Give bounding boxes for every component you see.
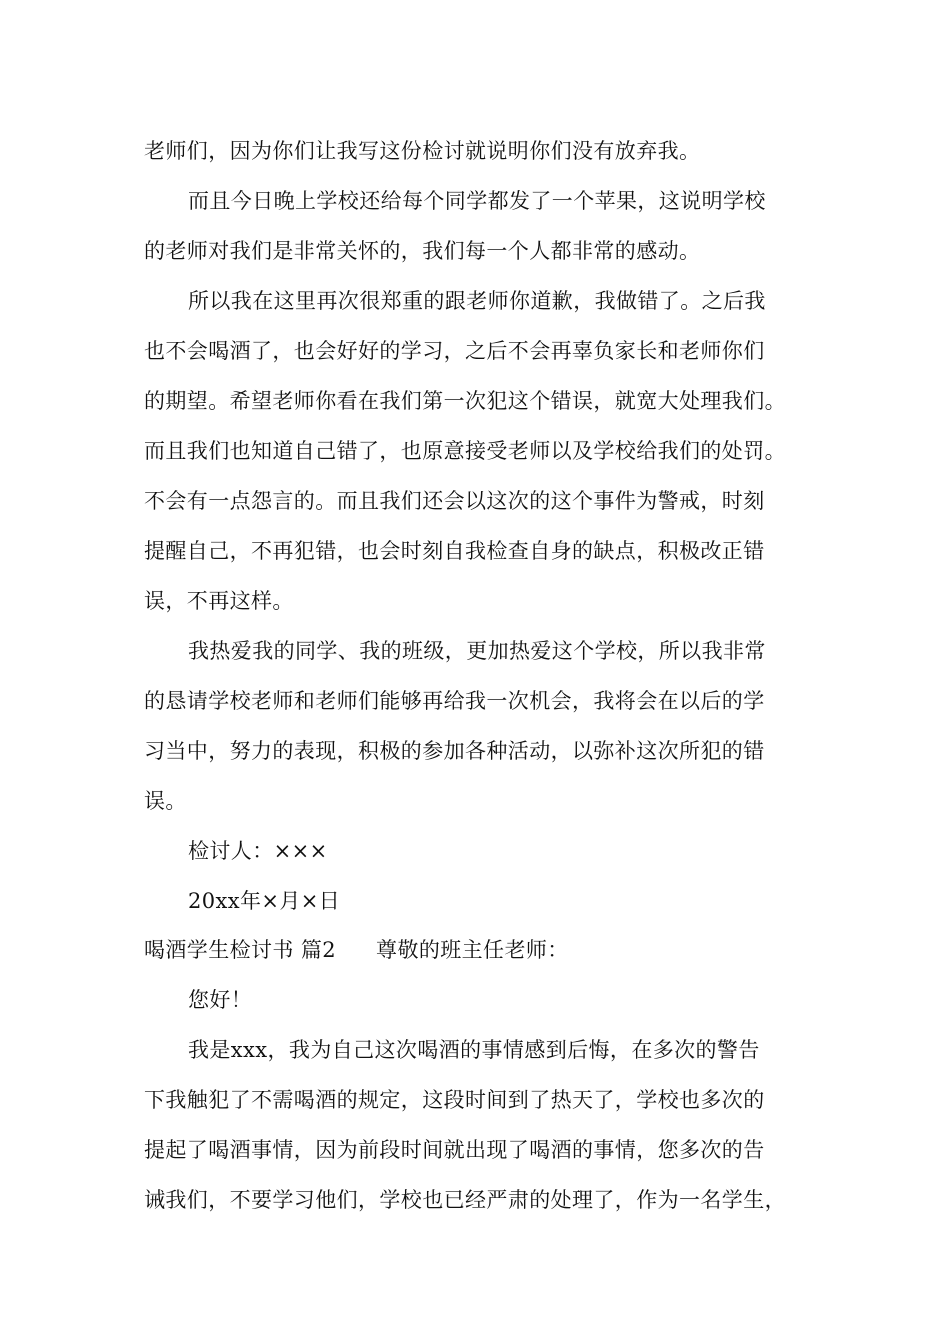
paragraph-first-line: 所以我在这里再次很郑重的跟老师你道歉，我做错了。之后我 — [188, 289, 766, 313]
body-line: 的期望。希望老师你看在我们第一次犯这个错误，就宽大处理我们。 — [144, 389, 786, 413]
body-line: 提起了喝酒事情，因为前段时间就出现了喝酒的事情，您多次的告 — [144, 1138, 765, 1162]
section-heading — [144, 935, 569, 965]
body-line: 老师们，因为你们让我写这份检讨就说明你们没有放弃我。 — [144, 139, 701, 163]
body-line: 不会有一点怨言的。而且我们还会以这次的这个事件为警戒，时刻 — [144, 489, 765, 513]
body-line: 也不会喝酒了，也会好好的学习，之后不会再辜负家长和老师你们 — [144, 339, 765, 363]
section-title: 喝酒学生检讨书 篇2 — [144, 938, 337, 962]
body-line: 的老师对我们是非常关怀的，我们每一个人都非常的感动。 — [144, 239, 701, 263]
body-line: 习当中，努力的表现，积极的参加各种活动，以弥补这次所犯的错 — [144, 739, 765, 763]
greeting-line: 您好！ — [188, 988, 253, 1012]
body-line: 下我触犯了不需喝酒的规定，这段时间到了热天了，学校也多次的 — [144, 1088, 765, 1112]
salutation: 尊敬的班主任老师： — [376, 938, 569, 962]
signature-line: 检讨人：××× — [188, 839, 328, 863]
date-line: 20xx年×月×日 — [188, 889, 341, 913]
body-line: 的恳请学校老师和老师们能够再给我一次机会，我将会在以后的学 — [144, 689, 765, 713]
body-line: 误。 — [144, 789, 187, 813]
paragraph-first-line: 我是xxx，我为自己这次喝酒的事情感到后悔，在多次的警告 — [188, 1038, 760, 1062]
body-line: 而且我们也知道自己错了，也原意接受老师以及学校给我们的处罚。 — [144, 439, 786, 463]
paragraph-first-line: 而且今日晚上学校还给每个同学都发了一个苹果，这说明学校 — [188, 189, 766, 213]
body-line: 误，不再这样。 — [144, 589, 294, 613]
body-line: 诫我们，不要学习他们，学校也已经严肃的处理了，作为一名学生， — [144, 1188, 786, 1212]
body-line: 提醒自己，不再犯错，也会时刻自我检查自身的缺点，积极改正错 — [144, 539, 765, 563]
paragraph-first-line: 我热爱我的同学、我的班级，更加热爱这个学校，所以我非常 — [188, 639, 766, 663]
